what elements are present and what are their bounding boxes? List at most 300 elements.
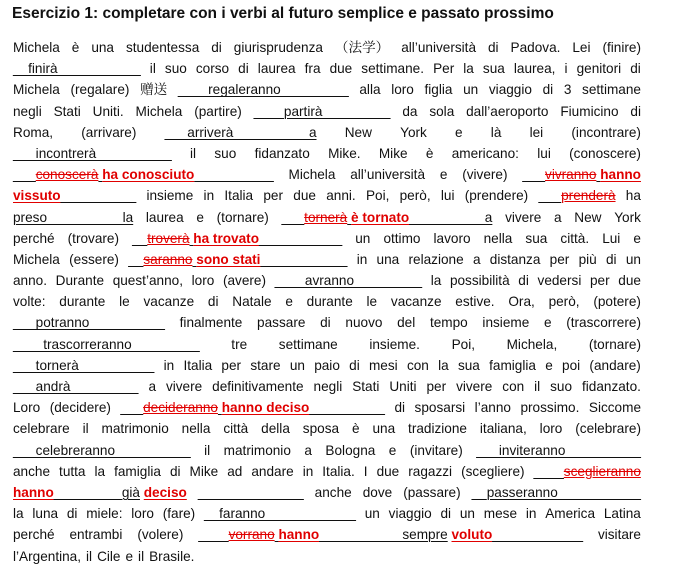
word: Italia <box>224 188 254 204</box>
word-group <box>178 79 349 100</box>
word: (avere) <box>222 273 266 289</box>
word-group <box>522 164 641 185</box>
word-group <box>560 101 618 122</box>
word: Bologna <box>325 442 376 458</box>
word: Poi, <box>451 336 475 352</box>
word: in <box>203 188 215 204</box>
answer-blank: __finirà___________ <box>13 61 141 77</box>
word-group <box>13 79 60 100</box>
exercise-text <box>13 37 641 567</box>
text-line <box>13 291 641 312</box>
text-line <box>13 185 641 206</box>
word: però, <box>399 188 431 204</box>
word-group <box>461 461 524 482</box>
word-group <box>614 207 641 228</box>
word: le <box>366 294 378 310</box>
word-group <box>520 397 579 418</box>
answer-blank: ___________ <box>259 230 343 246</box>
word: figlia <box>424 82 453 98</box>
word: 3 <box>563 82 572 98</box>
word-group <box>491 122 502 143</box>
word-group <box>166 376 202 397</box>
word-group <box>86 503 122 524</box>
word: e <box>455 124 463 140</box>
word-group <box>365 503 380 524</box>
word: più <box>578 251 597 267</box>
struck-answer: prenderà <box>561 188 616 204</box>
word-group <box>68 228 119 249</box>
word-group <box>431 270 442 291</box>
word: Natale <box>232 294 272 310</box>
word-group <box>426 143 434 164</box>
word: sposarsi <box>414 400 466 416</box>
correction: vissuto <box>13 188 61 204</box>
word: Padova. <box>510 40 561 55</box>
word: Michela <box>135 103 183 119</box>
word-group <box>13 207 133 228</box>
word: loro <box>131 506 154 522</box>
answer-blank: ____avranno_________ <box>274 273 423 289</box>
word-group <box>534 376 540 397</box>
answer-blank: __faranno____________ <box>204 506 356 522</box>
word-group <box>13 37 60 58</box>
word: paio <box>314 357 340 373</box>
word: il <box>190 145 197 161</box>
word-group <box>251 461 293 482</box>
word-group <box>452 334 475 355</box>
word-group <box>190 461 219 482</box>
word: distanza <box>489 251 541 267</box>
word-group <box>489 355 536 376</box>
word-group <box>549 291 580 312</box>
word: Brasile. <box>149 548 195 564</box>
word-group <box>530 122 544 143</box>
word-group <box>426 376 446 397</box>
word-group <box>407 355 429 376</box>
word-group <box>190 143 196 164</box>
word: il <box>82 421 89 437</box>
text-line <box>13 312 641 333</box>
word: di <box>66 506 78 522</box>
word: Roma, <box>13 124 54 140</box>
word-group <box>565 58 568 79</box>
text-line <box>13 546 641 567</box>
word: negli <box>13 103 42 119</box>
answer-blank: ______________ <box>197 484 304 500</box>
answer-blank: ___________sempre <box>319 527 448 543</box>
word: per <box>221 357 242 373</box>
answer-blank: ___andrà_________ <box>13 379 139 394</box>
word-group <box>224 185 253 206</box>
text-line <box>13 503 641 524</box>
word-group <box>458 355 480 376</box>
word: dove <box>362 484 393 500</box>
word-group <box>402 101 417 122</box>
word-group <box>540 418 563 439</box>
word: (potere) <box>593 294 641 310</box>
word-group <box>196 207 204 228</box>
text-line <box>13 207 641 228</box>
word: Italia. <box>322 463 355 479</box>
word-group <box>372 418 395 439</box>
correction: hanno <box>278 527 320 543</box>
word: (finire) <box>602 40 641 55</box>
word-group <box>13 376 139 397</box>
word-group <box>132 228 342 249</box>
word: prossimo. <box>520 400 580 416</box>
word-group <box>460 503 475 524</box>
word-group <box>182 418 211 439</box>
word: dall’aeroporto <box>466 103 549 119</box>
word-group <box>452 143 519 164</box>
word-group <box>562 355 580 376</box>
answer-blank: ____ <box>533 463 564 479</box>
text-line <box>13 143 641 164</box>
word: (volere) <box>137 527 184 543</box>
word: in <box>302 463 314 479</box>
answer-blank: __________ <box>60 188 137 204</box>
word: vacanze <box>390 294 442 310</box>
word: due <box>618 273 641 289</box>
word-group <box>13 546 81 567</box>
word-group <box>350 164 425 185</box>
correction: hanno <box>13 484 54 500</box>
word-group <box>320 312 331 333</box>
word: sposa <box>302 421 340 437</box>
word-group <box>305 58 321 79</box>
word-group <box>538 270 582 291</box>
word: loro <box>539 421 563 437</box>
word: e <box>543 315 552 331</box>
word: stare <box>250 357 281 373</box>
word-group <box>430 312 468 333</box>
word-group <box>131 503 154 524</box>
word-group <box>59 461 85 482</box>
exercise-title: Esercizio 1: completare con i verbi al futuro semplice e passato prossimo <box>12 5 554 22</box>
word-group <box>526 503 537 524</box>
word-group <box>165 58 187 79</box>
word: New <box>574 209 602 225</box>
word-group <box>13 164 274 185</box>
word-group <box>13 58 141 79</box>
word: visitare <box>597 527 641 543</box>
word: di <box>542 82 554 98</box>
word: però, <box>548 294 580 310</box>
correction: è tornato <box>351 209 410 225</box>
word: I <box>363 463 368 479</box>
word: Mike <box>378 145 408 161</box>
word-group <box>13 524 55 545</box>
word: la <box>94 463 106 479</box>
word-group <box>511 37 561 58</box>
word-group <box>279 334 338 355</box>
word-group <box>204 440 210 461</box>
word: famiglia <box>114 463 161 479</box>
word: 赠送 <box>140 82 168 98</box>
word: le <box>119 294 130 310</box>
word-group <box>180 312 243 333</box>
word: Latina <box>603 506 641 522</box>
word: andare <box>251 463 294 479</box>
word: anche <box>13 463 51 479</box>
word-group <box>136 101 183 122</box>
word: è <box>351 421 360 437</box>
word: matrimonio <box>101 421 169 437</box>
word: Stati <box>53 103 81 119</box>
word: ragazzi <box>408 463 453 479</box>
word-group <box>303 461 314 482</box>
word: settimane <box>278 336 338 352</box>
word: e <box>388 442 397 458</box>
word-group <box>217 207 269 228</box>
word: per <box>426 379 447 394</box>
text-line <box>13 376 641 397</box>
word: di <box>169 463 181 479</box>
text-line <box>13 440 641 461</box>
word: e <box>439 167 448 183</box>
word-group <box>463 79 478 100</box>
word: laurea <box>257 61 296 77</box>
word-group <box>13 122 53 143</box>
word-group <box>450 270 510 291</box>
word-group <box>198 482 304 503</box>
word-group <box>56 270 104 291</box>
word-group <box>223 270 266 291</box>
correction: voluto <box>451 527 493 543</box>
word-group <box>379 143 408 164</box>
word-group <box>211 37 222 58</box>
struck-answer: troverà <box>147 230 190 246</box>
word-group <box>83 418 89 439</box>
word-group <box>165 122 317 143</box>
word-group <box>389 503 432 524</box>
text-line <box>13 524 641 545</box>
word: volte: <box>13 294 46 310</box>
word-group <box>598 524 641 545</box>
word-group <box>582 376 641 397</box>
word-group <box>148 376 156 397</box>
word-group <box>369 355 398 376</box>
word: lavoro <box>433 230 471 246</box>
word: all’università <box>401 40 477 55</box>
text-line <box>13 270 641 291</box>
word-group <box>514 58 556 79</box>
word-group <box>54 101 81 122</box>
word-group <box>488 37 499 58</box>
word: un <box>355 230 371 246</box>
struck-answer: vivranno <box>545 167 597 183</box>
word-group <box>322 461 355 482</box>
word: fra <box>304 61 321 77</box>
word: vedersi <box>537 273 582 289</box>
word-group <box>214 143 236 164</box>
word: di <box>320 315 331 331</box>
word-group <box>507 334 558 355</box>
word: (conoscere) <box>569 145 641 161</box>
word-group <box>13 440 191 461</box>
correction: ha conosciuto <box>102 167 195 183</box>
word: ha <box>625 188 641 204</box>
word: tradizione <box>408 421 467 437</box>
word-group <box>69 249 119 270</box>
word-group <box>314 355 340 376</box>
word-group <box>223 418 248 439</box>
word-group <box>438 355 449 376</box>
word: in <box>525 506 537 522</box>
word: relazione <box>408 251 464 267</box>
word-group <box>389 440 397 461</box>
word: Per <box>433 61 455 77</box>
word: il <box>534 379 541 394</box>
word: di <box>207 294 219 310</box>
word-group <box>564 79 572 100</box>
word-group <box>572 37 590 58</box>
word-group <box>204 185 215 206</box>
word: poi <box>562 357 581 373</box>
word: Loro <box>13 400 41 416</box>
word: di <box>630 61 641 77</box>
word: (decidere) <box>49 400 111 416</box>
text-line <box>13 37 641 58</box>
answer-blank: ___ <box>13 167 36 183</box>
text-line <box>13 58 641 79</box>
word: settimane. <box>361 61 425 77</box>
word: con <box>406 357 429 373</box>
word: laurea, <box>513 61 556 77</box>
word-group <box>574 207 601 228</box>
word-group <box>13 482 187 503</box>
word: italiana, <box>479 421 527 437</box>
word-group <box>429 101 454 122</box>
text-line <box>13 418 641 439</box>
word: (partire) <box>194 103 242 119</box>
word-group <box>554 207 562 228</box>
answer-blank: ___inviteranno__________ <box>476 442 641 458</box>
struck-answer: vorrano <box>228 527 275 543</box>
correction: sono stati <box>196 251 261 267</box>
word-group <box>352 418 360 439</box>
word-group <box>397 312 415 333</box>
word: sua <box>482 61 505 77</box>
correction: ha trovato <box>193 230 260 246</box>
word-group <box>224 440 291 461</box>
word-group <box>289 164 336 185</box>
word-group <box>72 37 80 58</box>
word: città <box>223 421 249 437</box>
word-group <box>441 503 452 524</box>
word-group <box>490 249 541 270</box>
word-group <box>164 355 175 376</box>
word: alla <box>359 82 381 98</box>
answer-blank: preso__________la <box>13 209 134 225</box>
word-group <box>307 291 353 312</box>
word: Uniti <box>389 379 417 394</box>
word-group <box>569 143 641 164</box>
word: e <box>125 548 134 564</box>
correction: deciso <box>143 484 187 500</box>
word-group <box>456 376 492 397</box>
word: Siccome <box>588 400 641 416</box>
word-group <box>352 376 379 397</box>
word-group <box>401 37 476 58</box>
word: una <box>372 421 396 437</box>
word-group <box>183 355 212 376</box>
answer-blank: ___arriverà__________a <box>164 124 317 140</box>
struck-answer: conoscerà <box>35 167 99 183</box>
word-group <box>377 249 400 270</box>
word: a <box>148 379 156 394</box>
word: (incontrare) <box>571 124 641 140</box>
word: (passare) <box>403 484 461 500</box>
word: del <box>397 315 416 331</box>
word: a <box>472 251 481 267</box>
word: l’Argentina, <box>13 548 82 564</box>
word-group <box>545 355 553 376</box>
word: un <box>463 82 479 98</box>
word: un <box>459 506 475 522</box>
word: mesi <box>368 357 398 373</box>
word-group <box>32 503 58 524</box>
word: suo <box>550 379 573 394</box>
word: luna <box>32 506 59 522</box>
word: Cile <box>97 548 121 564</box>
word: da <box>402 103 418 119</box>
word: un <box>625 251 641 267</box>
word: Lei <box>572 40 591 55</box>
word-group <box>345 122 372 143</box>
word-group <box>473 249 481 270</box>
word-group <box>86 546 92 567</box>
word: una <box>91 40 114 55</box>
word-group <box>566 312 641 333</box>
word-group <box>475 397 511 418</box>
word: anche <box>314 484 352 500</box>
word: la <box>13 506 24 522</box>
word: fidanzato. <box>581 379 641 394</box>
word: giurisprudenza <box>233 40 323 55</box>
word-group <box>550 376 572 397</box>
word-group <box>120 397 385 418</box>
word: York <box>400 124 427 140</box>
word-group <box>59 291 105 312</box>
word-group <box>425 79 453 100</box>
word-group <box>433 58 454 79</box>
word: Michela, <box>506 336 558 352</box>
word-group <box>480 418 527 439</box>
word: Michela <box>13 82 60 98</box>
text-line <box>13 228 641 249</box>
word: estive. <box>455 294 495 310</box>
word-group <box>604 503 641 524</box>
word: nella <box>181 421 211 437</box>
word: di <box>211 40 222 55</box>
word-group <box>113 270 183 291</box>
word: (tornare) <box>588 336 641 352</box>
answer-blank: ____trascorreranno_________ <box>13 336 200 352</box>
word: durante <box>59 294 106 310</box>
word: in <box>356 251 368 267</box>
word-group <box>13 397 40 418</box>
word-group <box>93 101 124 122</box>
word-group <box>50 397 111 418</box>
word: con <box>502 379 525 394</box>
word-group <box>589 334 641 355</box>
word-group <box>582 79 641 100</box>
word: Michela <box>13 40 60 55</box>
answer-blank: ___ <box>120 400 144 416</box>
word: (andare) <box>589 357 641 373</box>
word-group <box>13 355 154 376</box>
